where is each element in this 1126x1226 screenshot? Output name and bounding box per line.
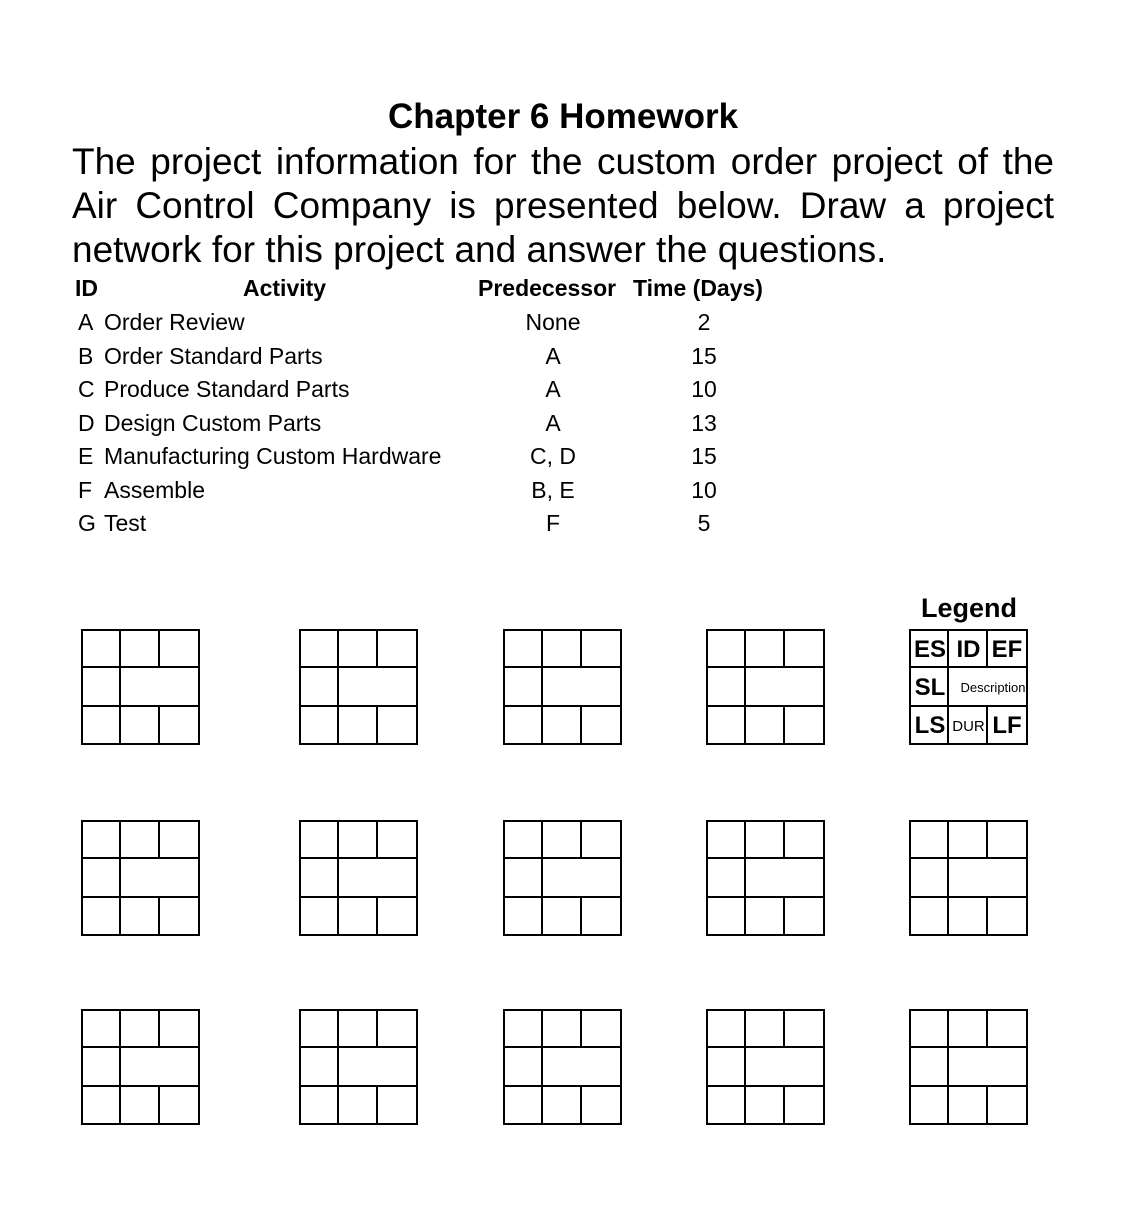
grid-line [158,629,160,667]
row-time: 10 [691,376,717,402]
table-row [0,307,900,337]
grid-line [909,1085,1028,1087]
grid-line [744,1085,746,1125]
grid-line [119,820,121,858]
activity-node-box [81,629,200,745]
grid-line [337,1046,339,1086]
grid-line [783,705,785,745]
grid-line [541,666,543,706]
grid-line [909,1046,1028,1048]
activity-node-box [81,1009,200,1125]
grid-line [744,666,746,706]
grid-line [119,705,121,745]
activity-node-box [909,820,1028,936]
table-row [0,408,900,438]
grid-line [706,1046,825,1048]
grid-line [580,1085,582,1125]
grid-line [503,705,622,707]
grid-line [119,629,121,667]
grid-line [744,1009,746,1047]
table-row [0,441,900,471]
activity-node-box [706,629,825,745]
legend-description: Description [960,680,1026,695]
grid-line [81,1046,200,1048]
grid-line [947,1009,949,1047]
grid-line [706,896,825,898]
grid-line [119,1046,121,1086]
activity-node-box [81,820,200,936]
grid-line [376,1085,378,1125]
grid-line [947,820,949,858]
grid-line [337,857,339,897]
row-id: G [78,510,96,536]
activity-node-box [706,820,825,936]
grid-line [706,857,825,859]
grid-line [909,896,1028,898]
grid-line [706,666,825,668]
row-time: 15 [691,443,717,469]
legend-sl: SL [914,673,946,701]
grid-line [158,1009,160,1047]
grid-line [119,857,121,897]
grid-line [81,1085,200,1087]
grid-line [158,896,160,936]
grid-line [541,896,543,936]
table-row [0,475,900,505]
grid-line [337,896,339,936]
grid-line [299,705,418,707]
grid-line [986,1085,988,1125]
header-time: Time (Days) [633,275,763,301]
legend-lf: LF [992,712,1022,739]
grid-line [119,1009,121,1047]
grid-line [947,857,949,897]
grid-line [299,857,418,859]
grid-line [299,1046,418,1048]
row-predecessor: A [545,410,561,436]
grid-line [986,820,988,858]
grid-line [376,629,378,667]
header-activity: Activity [243,275,327,301]
grid-line [744,857,746,897]
grid-line [503,1046,622,1048]
row-time: 15 [691,343,717,369]
grid-line [376,1009,378,1047]
grid-line [337,705,339,745]
grid-line [986,896,988,936]
row-predecessor: None [525,309,581,335]
grid-line [947,896,949,936]
grid-line [783,820,785,858]
grid-line [947,1085,949,1125]
row-id: C [78,376,95,402]
row-id: F [78,477,93,503]
grid-line [541,705,543,745]
grid-line [783,629,785,667]
activity-node-box [299,1009,418,1125]
grid-line [503,857,622,859]
row-activity: Order Standard Parts [104,343,323,369]
grid-line [580,1009,582,1047]
row-id: A [78,309,94,335]
row-predecessor: C, D [530,443,576,469]
grid-line [299,896,418,898]
row-time: 5 [697,510,711,536]
grid-line [541,820,543,858]
row-id: B [78,343,94,369]
grid-line [299,1085,418,1087]
grid-line [541,1046,543,1086]
grid-line [337,629,339,667]
row-id: D [78,410,95,436]
row-activity: Order Review [104,309,245,335]
activity-node-box [299,820,418,936]
legend-ef: EF [991,635,1023,663]
row-predecessor: A [545,343,561,369]
grid-line [119,1085,121,1125]
grid-line [541,629,543,667]
grid-line [503,666,622,668]
row-predecessor: A [545,376,561,402]
grid-line [541,1085,543,1125]
row-time: 10 [691,477,717,503]
grid-line [337,820,339,858]
grid-line [947,1046,949,1086]
grid-line [299,666,418,668]
grid-line [580,705,582,745]
activity-node-box [909,1009,1028,1125]
row-activity: Manufacturing Custom Hardware [104,443,442,469]
legend-box [909,629,1028,745]
grid-line [744,820,746,858]
legend-dur: DUR [952,717,985,735]
grid-line [580,820,582,858]
grid-line [337,1009,339,1047]
grid-line [81,857,200,859]
grid-line [81,705,200,707]
legend-title: Legend [920,593,1017,623]
grid-line [119,896,121,936]
grid-line [783,1085,785,1125]
grid-line [744,629,746,667]
grid-line [376,896,378,936]
row-id: E [78,443,94,469]
grid-line [580,629,582,667]
grid-line [376,820,378,858]
legend-es: ES [913,635,946,663]
row-time: 2 [697,309,711,335]
grid-line [158,820,160,858]
grid-line [580,896,582,936]
grid-line [376,705,378,745]
grid-line [503,896,622,898]
grid-line [783,1009,785,1047]
grid-line [337,666,339,706]
page-title: Chapter 6 Homework [387,97,739,136]
legend-ls: LS [914,712,946,739]
activity-node-box [503,1009,622,1125]
grid-line [158,1085,160,1125]
activity-node-box [706,1009,825,1125]
row-activity: Test [104,510,147,536]
grid-line [744,896,746,936]
grid-line [744,1046,746,1086]
grid-line [706,1085,825,1087]
grid-line [337,1085,339,1125]
grid-line [706,705,825,707]
activity-node-box [503,820,622,936]
grid-line [744,705,746,745]
table-row [0,508,900,538]
grid-line [986,1009,988,1047]
grid-line [541,1009,543,1047]
row-activity: Design Custom Parts [104,410,322,436]
grid-line [783,896,785,936]
activity-node-box [299,629,418,745]
grid-line [81,896,200,898]
row-predecessor: F [545,510,561,536]
grid-line [541,857,543,897]
row-time: 13 [691,410,717,436]
grid-line [119,666,121,706]
grid-line [503,1085,622,1087]
activity-node-box [503,629,622,745]
row-predecessor: B, E [531,477,575,503]
grid-line [909,857,1028,859]
grid-line [81,666,200,668]
row-activity: Produce Standard Parts [104,376,350,402]
header-id: ID [75,275,98,301]
legend-id: ID [956,635,981,663]
intro-paragraph: The project information for the custom order project of the Air Control Company is presented below. Draw a project network for this project and answer the questions. [72,141,1054,270]
row-activity: Assemble [104,477,205,503]
header-predecessor: Predecessor [478,275,617,301]
table-row [0,341,900,371]
table-row [0,374,900,404]
grid-line [158,705,160,745]
